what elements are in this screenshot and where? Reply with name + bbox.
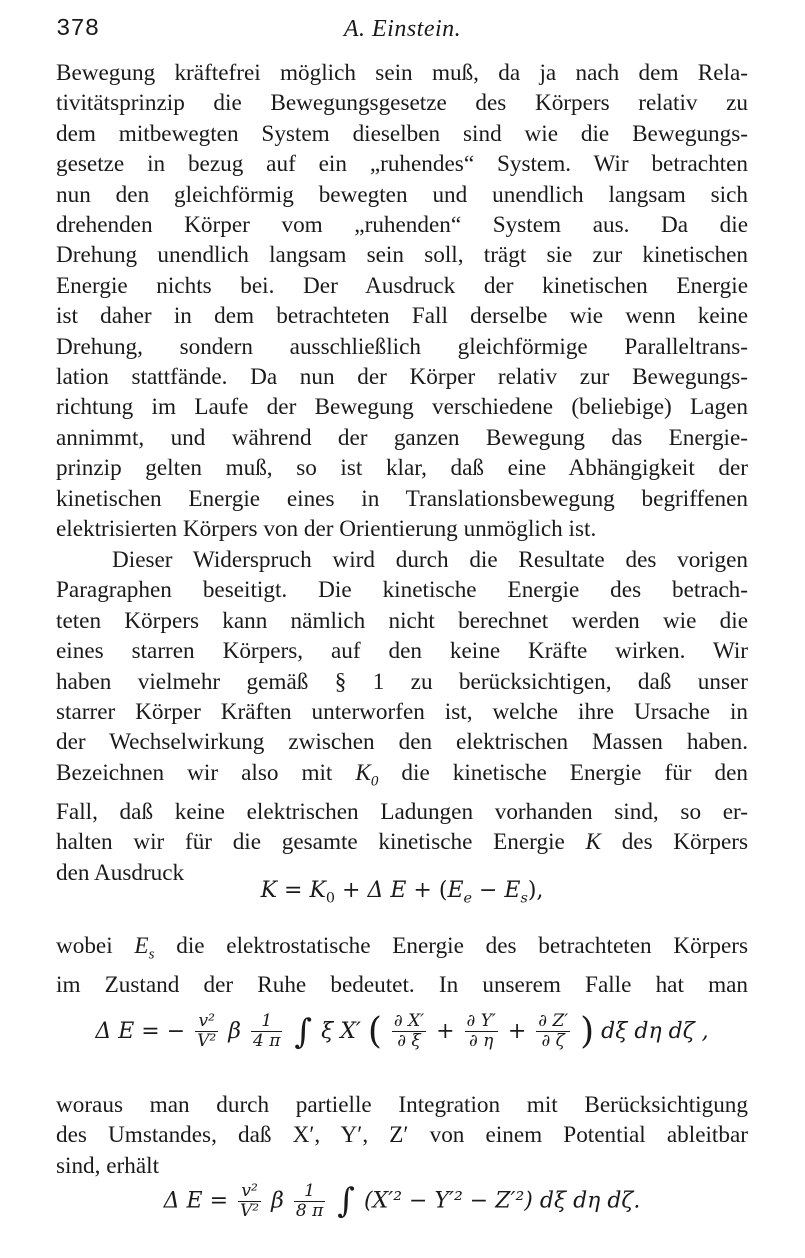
text-line: ist daher in dem betrachteten Fall derselbe wie wenn keine	[56, 303, 748, 330]
math-symbol-k0	[355, 759, 379, 790]
eq-subscript: 0	[325, 890, 336, 907]
eq-fraction	[251, 1012, 282, 1051]
eq-subscript: s	[520, 890, 528, 907]
text-line: den Ausdruck	[56, 859, 185, 886]
frac-numerator: ∂ Y′	[466, 1011, 496, 1031]
text-line: dem mitbewegten System dieselben sind wie die Bewegungs-	[56, 120, 748, 147]
text-line: Bewegung kräftefrei möglich sein muß, da ja nach dem Rela-	[56, 60, 748, 86]
text-line: elektrisierten Körpers von der Orientierung unmöglich ist.	[56, 516, 597, 543]
text-line: prinzip gelten muß, so ist klar, daß eine Abhängigkeit der	[56, 455, 748, 482]
eq-paren: (	[438, 878, 448, 903]
text-line: Dieser Widerspruch wird durch die Resultate des vorigen	[112, 547, 748, 573]
text-line: der Wechselwirkung zwischen den elektrischen Massen haben.	[56, 729, 748, 756]
eq-term: dξ dη dζ ,	[601, 1019, 709, 1044]
eq-paren: (	[367, 1011, 382, 1052]
text-line: Paragraphen beseitigt. Die kinetische Energie des betrach-	[56, 577, 748, 604]
text-line: des Umstandes, daß X′, Y′, Z′ von einem Potential ableitbar	[56, 1122, 748, 1149]
equation-2	[56, 1011, 748, 1052]
integral-sign: ∫	[294, 1011, 313, 1052]
eq-fraction	[465, 1012, 498, 1051]
text-line: haben vielmehr gemäß § 1 zu berücksichtigen, daß unser	[56, 668, 748, 695]
integral-sign: ∫	[337, 1181, 355, 1221]
text-line	[56, 758, 748, 797]
inline-text: des Körpers	[621, 829, 748, 856]
text-line: starrer Körper Kräften unterworfen ist, welche ihre Ursache in	[56, 699, 748, 726]
text-line: Energie nichts bei. Der Ausdruck der kinetischen Energie	[56, 272, 748, 299]
eq-fraction	[536, 1012, 570, 1051]
paragraph-4	[56, 1090, 748, 1181]
inline-text: die kinetische Energie für den	[401, 759, 749, 786]
eq-term: dξ dη dζ.	[539, 1188, 641, 1214]
eq-operator: +	[507, 1019, 527, 1044]
text-line: drehenden Körper vom „ruhenden“ System aus. Da die	[56, 212, 748, 239]
frac-numerator: 1	[294, 1182, 325, 1202]
math-subscript: s	[148, 946, 155, 963]
text-line: eines starren Körpers, auf den keine Kräfte wirken. Wir	[56, 638, 748, 665]
math-symbol-es	[134, 933, 155, 963]
math-symbol: K	[585, 829, 601, 856]
inline-text: Bezeichnen wir also mit	[56, 759, 333, 786]
eq-term: Δ E	[367, 878, 407, 903]
text-line: kinetischen Energie eines in Translationsbewegung begriffenen	[56, 485, 748, 512]
paragraph-3	[56, 931, 748, 1000]
math-subscript: 0	[370, 773, 379, 790]
eq-term: β	[228, 1019, 241, 1044]
text-line: sind, erhält	[56, 1152, 160, 1179]
eq-operator: =	[284, 878, 303, 903]
frac-numerator: ∂ X′	[393, 1011, 425, 1031]
equation-3	[56, 1181, 748, 1221]
text-line: Fall, daß keine elektrischen Ladungen vorhanden sind, so er-	[56, 798, 748, 825]
frac-numerator: v²	[238, 1182, 261, 1202]
text-line	[56, 931, 748, 970]
page-header	[56, 10, 749, 50]
eq-term: (X′² − Y′² − Z′²)	[363, 1188, 533, 1214]
eq-term: β	[271, 1188, 284, 1214]
inline-text: wobei	[56, 933, 113, 959]
eq-term: K	[309, 878, 326, 903]
eq-fraction	[238, 1182, 261, 1221]
page-number: 378	[56, 16, 100, 43]
eq-paren: ),	[527, 878, 544, 903]
text-line: annimmt, und während der ganzen Bewegung das Energie-	[56, 424, 748, 451]
paragraph-2	[56, 545, 748, 888]
eq-term: K	[260, 878, 278, 903]
inline-text: halten wir für die gesamte kinetische Energie	[56, 829, 565, 856]
eq-operator: +	[342, 878, 361, 903]
eq-fraction	[195, 1012, 218, 1051]
frac-denominator: ∂ η	[468, 1031, 494, 1051]
eq-fraction	[294, 1182, 325, 1221]
running-head: A. Einstein.	[343, 16, 462, 42]
eq-term: ξ X′	[321, 1019, 361, 1044]
eq-term: Δ E = −	[95, 1019, 186, 1044]
eq-term: Δ E =	[163, 1188, 229, 1214]
eq-term: E	[447, 878, 464, 903]
frac-denominator: V²	[240, 1200, 260, 1221]
eq-operator: +	[436, 1019, 455, 1044]
text-line: lation stattfände. Da nun der Körper relativ zur Bewegungs-	[56, 364, 748, 391]
math-symbol: E	[134, 933, 149, 959]
text-line: nun den gleichförmig bewegten und unendlich langsam sich	[56, 181, 748, 208]
text-line: im Zustand der Ruhe bedeutet. In unserem Falle hat man	[56, 972, 748, 999]
text-line: gesetze in bezug auf ein „ruhendes“ System. Wir betrachten	[56, 151, 748, 178]
frac-numerator: ∂ Z′	[538, 1011, 569, 1031]
eq-paren: )	[580, 1011, 595, 1052]
paragraph-1	[56, 58, 748, 545]
frac-denominator: ∂ ξ	[397, 1031, 421, 1051]
text-line: woraus man durch partielle Integration mit Berücksichtigung	[56, 1092, 748, 1118]
frac-denominator: 8 π	[295, 1200, 324, 1221]
frac-denominator: 4 π	[252, 1031, 281, 1051]
frac-numerator: 1	[251, 1012, 282, 1032]
text-line: tivitätsprinzip die Bewegungsgesetze des Körpers relativ zu	[56, 90, 748, 117]
text-line	[56, 827, 748, 857]
eq-operator: +	[413, 878, 432, 903]
eq-fraction	[392, 1012, 426, 1051]
frac-numerator: v²	[195, 1012, 218, 1032]
text-line: Drehung, sondern ausschließlich gleichförmige Paralleltrans-	[56, 333, 748, 360]
eq-term: E	[504, 878, 521, 903]
text-line: Drehung unendlich langsam sein soll, trägt sie zur kinetischen	[56, 242, 748, 269]
text-line: teten Körpers kann nämlich nicht berechnet werden wie die	[56, 607, 748, 634]
inline-text: die elektrostatische Energie des betrachteten Körpers	[176, 933, 749, 959]
text-line: richtung im Laufe der Bewegung verschiedene (beliebige) Lagen	[56, 394, 748, 421]
eq-operator: −	[478, 878, 498, 903]
eq-subscript: e	[463, 890, 472, 907]
math-symbol: K	[355, 759, 371, 786]
frac-denominator: ∂ ζ	[541, 1031, 565, 1051]
equation-1	[56, 878, 748, 906]
frac-denominator: V²	[197, 1031, 217, 1051]
